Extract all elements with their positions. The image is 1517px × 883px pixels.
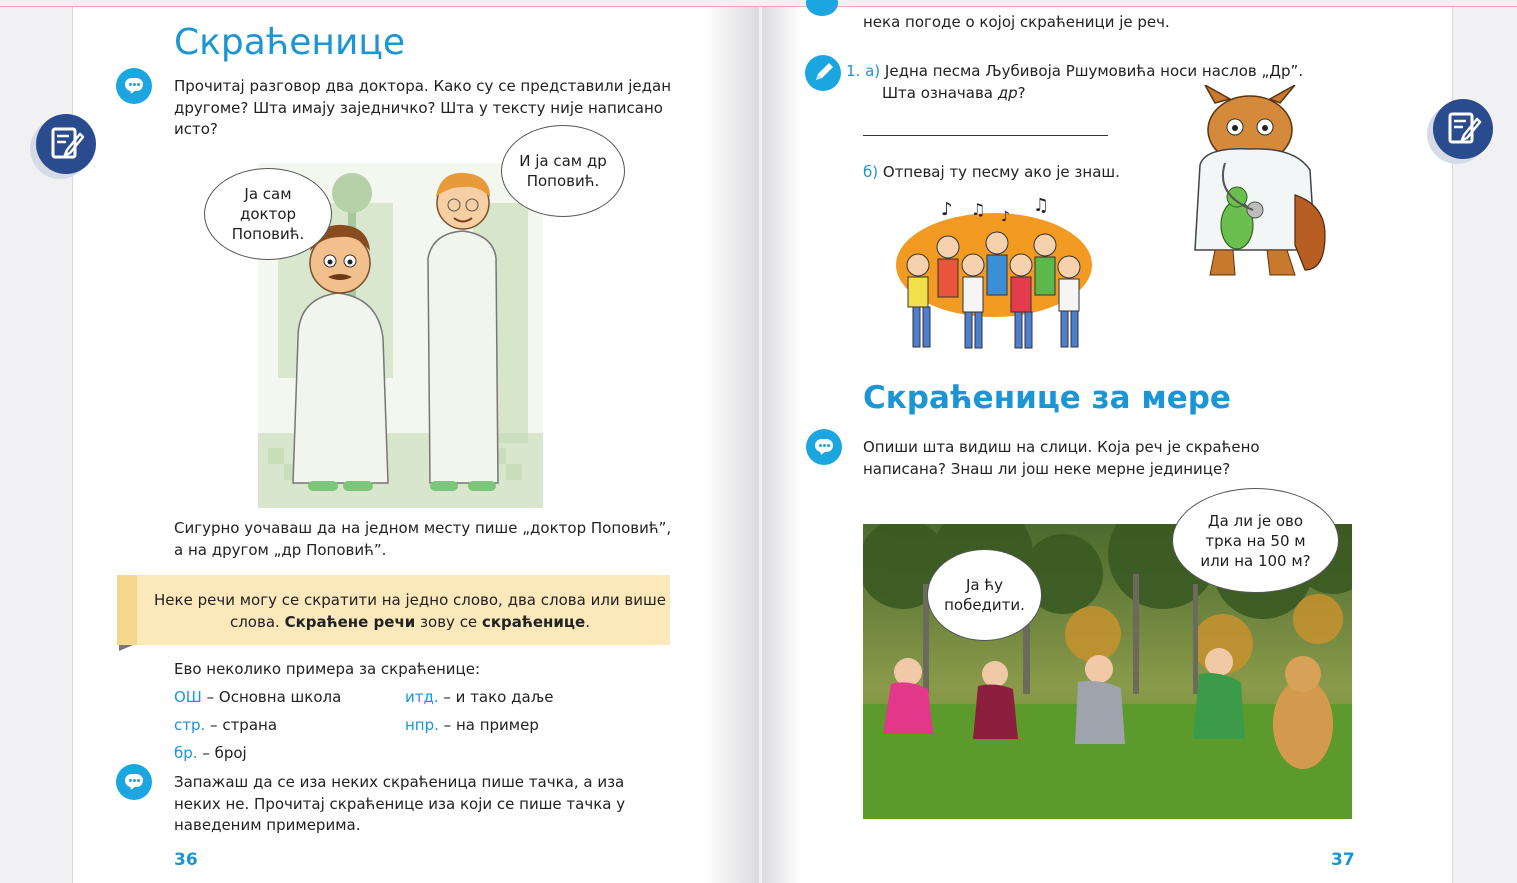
pencil-icon (805, 55, 841, 91)
rule-box-fold (119, 645, 133, 651)
notebook-pencil-icon[interactable] (36, 114, 96, 174)
speech-bubble-icon (116, 764, 152, 800)
measure-intro: Опиши шта видиш на слици. Која реч је скраћено написана? Знаш ли још неке мерне јединице? (863, 438, 1260, 478)
page-number-right: 37 (1331, 850, 1355, 870)
svg-text:♫: ♫ (971, 200, 986, 219)
section-title: Скраћенице за мере (863, 380, 1231, 416)
example-item: нпр. – на пример (405, 716, 539, 734)
speech-bubble-icon (806, 429, 842, 465)
speech-bubble-icon (116, 68, 152, 104)
speech-bubble-left: Ја сам доктор Поповић. (204, 168, 332, 260)
speech-bubble-right: Да ли је ово трка на 50 м или на 100 м? (1172, 488, 1339, 593)
observation-text: Сигурно уочаваш да на једном месту пише „доктор Поповић”, а на другом „др Поповић”. (174, 519, 672, 559)
notebook-pencil-icon[interactable] (1433, 99, 1493, 159)
intro-text: Прочитај разговор два доктора. Како су се представили један другоме? Шта имају заједничко? Шта у тексту није написано исто? (174, 77, 671, 138)
top-text: нека погоде о којој скраћеници је реч. (863, 13, 1170, 31)
answer-line[interactable] (863, 135, 1108, 136)
task-1a: 1. а) Једна песма Љубивоја Ршумовића носи наслов „Др”. (846, 62, 1304, 80)
example-item: ОШ – Основна школа (174, 688, 342, 706)
example-item: бр. – број (174, 744, 247, 762)
left-gutter-shadow (704, 7, 759, 883)
svg-text:♪: ♪ (1001, 209, 1010, 225)
speech-bubble-right: И ја сам др Поповић. (501, 125, 625, 217)
speech-bubble-left: Ја ћу победити. (927, 549, 1042, 641)
example-item: итд. – и тако даље (405, 688, 554, 706)
right-gutter-shadow (762, 7, 802, 883)
page-number-left: 36 (174, 850, 198, 870)
svg-text:♪: ♪ (941, 199, 953, 220)
examples-intro: Ево неколико примера за скраћенице: (174, 660, 480, 678)
task-1b: б) Отпевај ту песму ако је знаш. (863, 163, 1120, 181)
example-item: стр. – страна (174, 716, 278, 734)
page-title: Скраћенице (174, 22, 405, 63)
closing-text: Запажаш да се иза неких скраћеница пише тачка, а иза неких не. Прочитај скраћенице иза који се пише тачка у наведеним примерима. (174, 773, 626, 834)
task-1a-question: Шта означава др? (882, 84, 1026, 102)
singing-children-illustration (893, 195, 1095, 355)
rule-box-edge (117, 575, 137, 645)
svg-text:♫: ♫ (1033, 195, 1050, 216)
cat-doctor-illustration (1175, 85, 1330, 280)
rule-text: Неке речи могу се скратити на једно слово, два слова или више слова. Скраћене речи зову се скраћенице. (154, 591, 666, 631)
